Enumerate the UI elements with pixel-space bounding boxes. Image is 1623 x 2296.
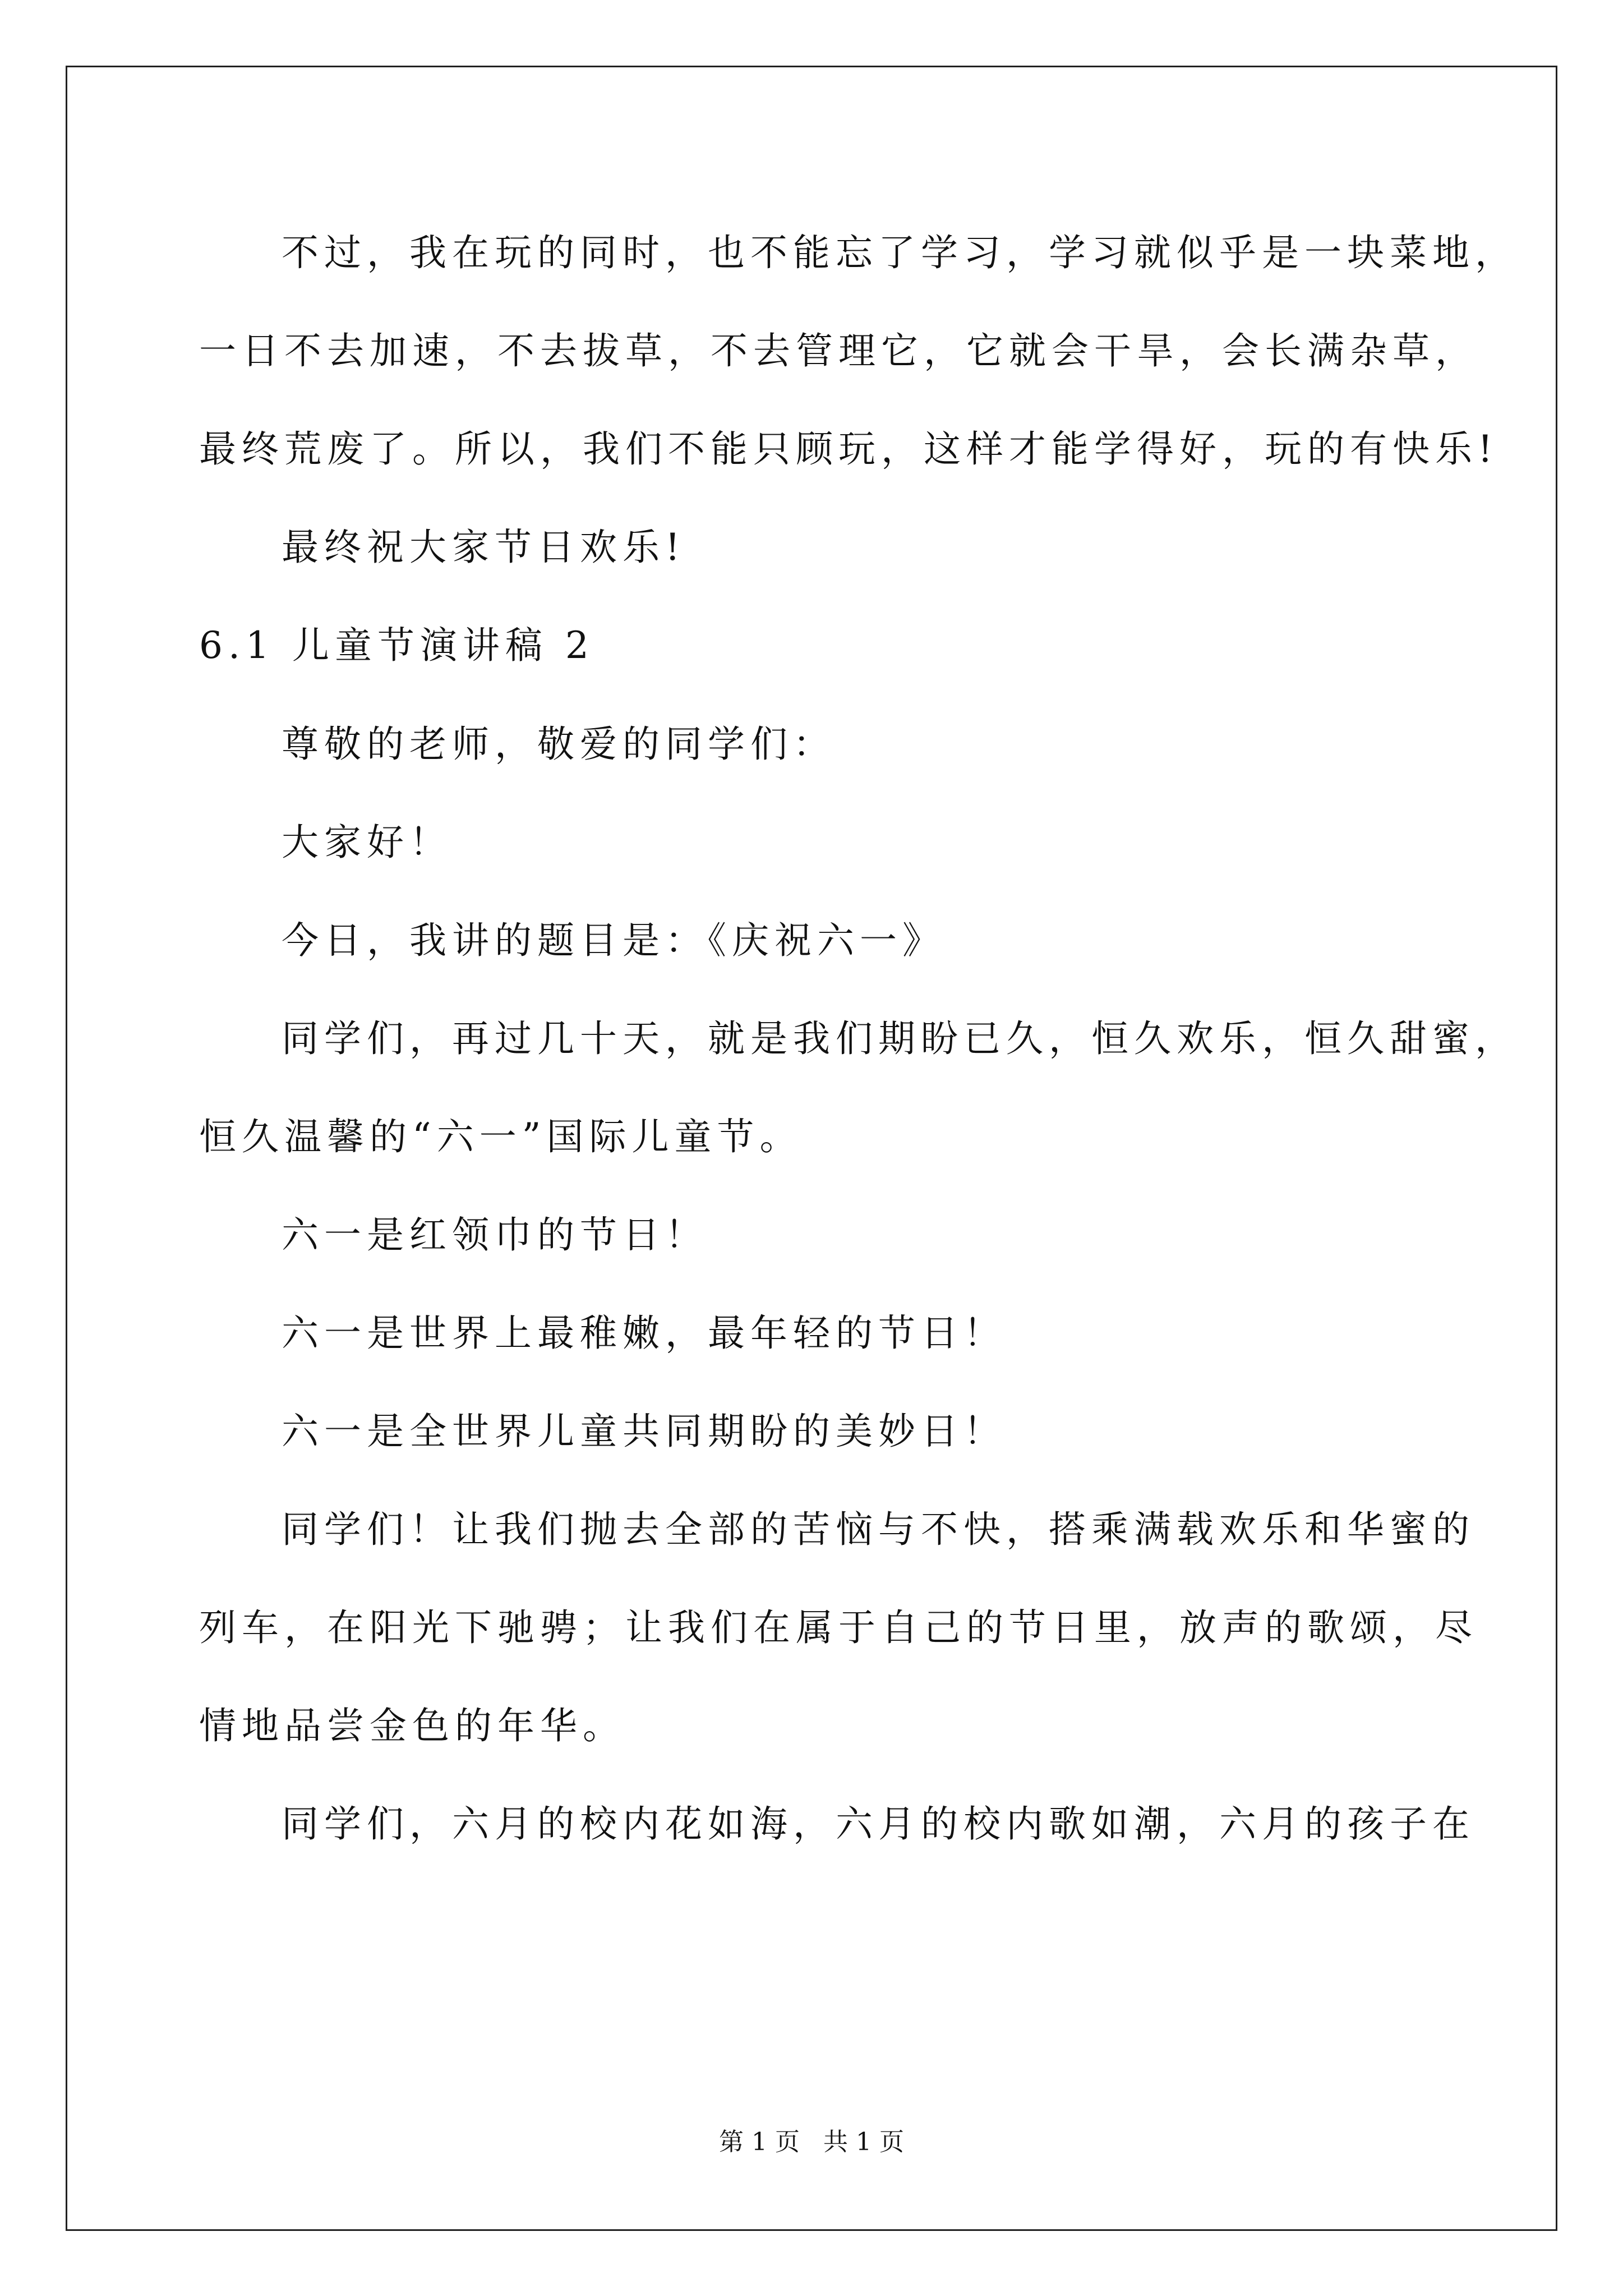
paragraph-line: 六一是全世界儿童共同期盼的美妙日！	[282, 1410, 1006, 1453]
paragraph-line: 最终荒废了。所以，我们不能只顾玩，这样才能学得好，玩的有快乐!	[199, 427, 1498, 471]
paragraph-line: 情地品尝金色的年华。	[199, 1704, 625, 1747]
paragraph-line: 一日不去加速，不去拔草，不去管理它，它就会干旱，会长满杂草，	[199, 329, 1478, 372]
paragraph-line: 同学们，六月的校内花如海，六月的校内歌如潮，六月的孩子在	[282, 1802, 1475, 1846]
paragraph-line: 同学们，再过几十天，就是我们期盼已久，恒久欢乐，恒久甜蜜，	[282, 1017, 1518, 1060]
greeting: 大家好！	[282, 821, 452, 864]
paragraph-line: 恒久温馨的“六一”国际儿童节。	[199, 1115, 803, 1158]
paragraph-line: 最终祝大家节日欢乐!	[282, 526, 686, 569]
paragraph-line: 同学们！让我们抛去全部的苦恼与不快，搭乘满载欢乐和华蜜的	[282, 1508, 1475, 1551]
paragraph-line: 今日，我讲的题目是：《庆祝六一》	[282, 919, 945, 962]
paragraph-line: 不过，我在玩的同时，也不能忘了学习，学习就似乎是一块菜地，	[282, 231, 1518, 274]
paragraph-line: 列车，在阳光下驰骋；让我们在属于自己的节日里，放声的歌颂，尽	[199, 1606, 1478, 1649]
salutation: 尊敬的老师，敬爱的同学们：	[282, 723, 836, 766]
page-number-footer: 第 1 页 共 1 页	[719, 2128, 904, 2156]
paragraph-line: 六一是红领巾的节日！	[282, 1213, 708, 1257]
paragraph-line: 六一是世界上最稚嫩，最年轻的节日！	[282, 1312, 1006, 1355]
section-heading: 6.1 儿童节演讲稿 2	[199, 624, 594, 667]
